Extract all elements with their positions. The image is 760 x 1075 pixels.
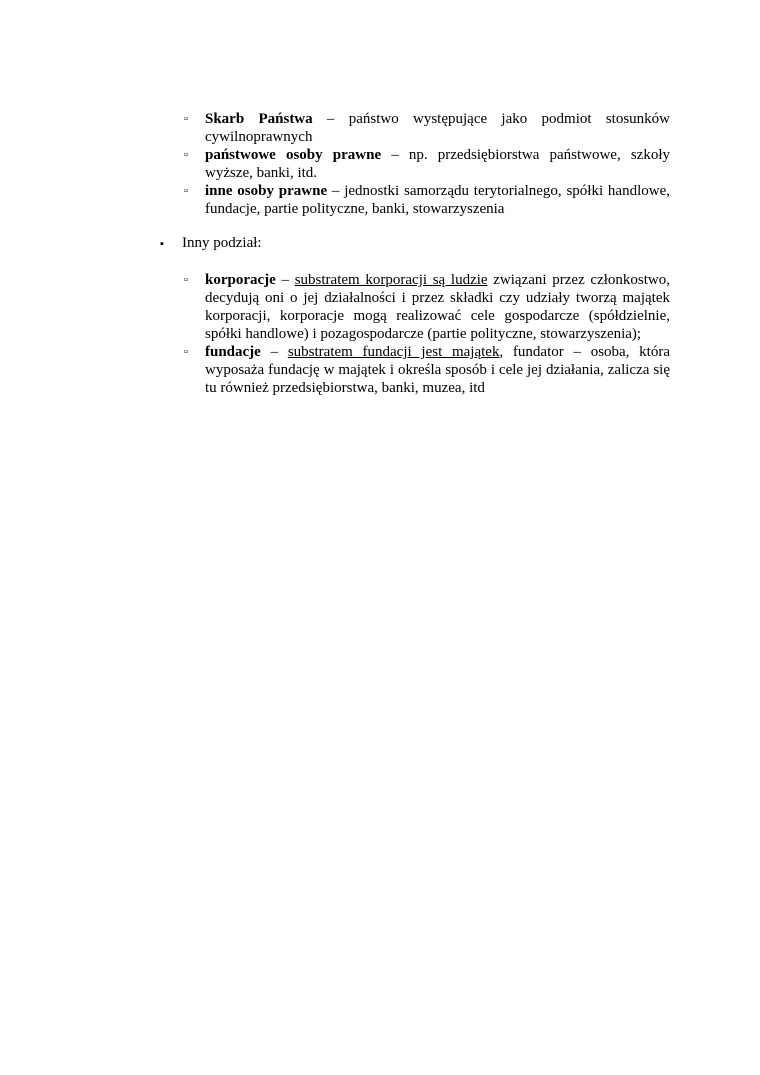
- main-item-label: Inny podział:: [182, 235, 262, 251]
- list-item: [184, 182, 670, 218]
- item-text: związani przez członkostwo, decydują oni o jej działalności i przez składki czy udziały tworzą majątek korporacji, korporacje mogą realizować cele gospodarcze (spółdzielnie, spółki handlowe) i pozagospodarcze (partie polityczne, stowarzyszenia);: [205, 272, 671, 342]
- item-dash: –: [260, 344, 288, 360]
- list-item: [184, 146, 670, 182]
- item-term: państwowe osoby prawne: [205, 147, 382, 163]
- item-text: – jednostki samorządu terytorialnego, spółki handlowe, fundacje, partie polityczne, banki, stowarzyszenia: [205, 183, 670, 217]
- hollow-square-bullet-icon: ▫: [184, 185, 188, 197]
- item-term: inne osoby prawne: [205, 183, 328, 199]
- filled-square-bullet-icon: ▪: [160, 238, 164, 250]
- item-text: – państwo występujące jako podmiot stosunków cywilnoprawnych: [205, 111, 670, 145]
- item-text: , fundator – osoba, która wyposaża fundację w majątek i określa sposób i cele jej działania, zalicza się tu również przedsiębiorstwa, banki, muzea, itd: [205, 344, 671, 396]
- item-text: – np. przedsiębiorstwa państwowe, szkoły wyższe, banki, itd.: [205, 147, 671, 181]
- main-list-item: [160, 234, 262, 253]
- item-term: korporacje: [205, 272, 276, 288]
- item-underlined-text: substratem fundacji jest majątek: [287, 344, 500, 360]
- legal-persons-list: [184, 110, 670, 218]
- hollow-square-bullet-icon: ▫: [184, 113, 188, 125]
- list-item: [184, 110, 670, 146]
- list-item: [184, 271, 670, 343]
- hollow-square-bullet-icon: ▫: [184, 149, 188, 161]
- item-underlined-text: substratem korporacji są ludzie: [294, 272, 488, 288]
- item-term: Skarb Państwa: [205, 111, 313, 127]
- division-list: [184, 271, 670, 397]
- item-term: fundacje: [205, 344, 261, 360]
- item-dash: –: [275, 272, 295, 288]
- list-item: [184, 343, 670, 397]
- hollow-square-bullet-icon: ▫: [184, 274, 188, 286]
- hollow-square-bullet-icon: ▫: [184, 346, 188, 358]
